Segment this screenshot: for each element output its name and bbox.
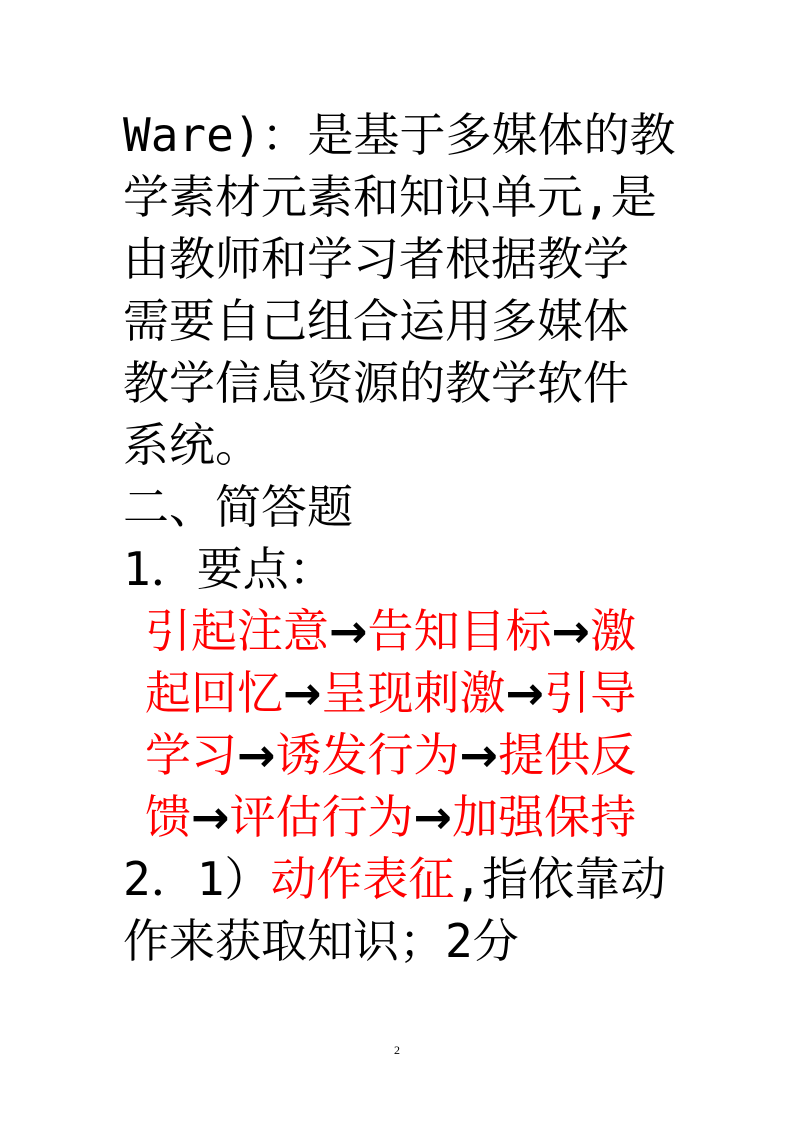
text-line: Ware)：是基于多媒体的教 <box>123 108 676 162</box>
arrow-icon: → <box>329 604 368 658</box>
arrow-icon: → <box>459 728 499 782</box>
question-2-line <box>123 848 683 910</box>
steps-line-1 <box>145 600 705 662</box>
arrow-icon: → <box>191 790 230 844</box>
step-text: 诱发行为 <box>275 728 460 782</box>
page-number: 2 <box>394 1043 400 1057</box>
text-line: 由教师和学习者根据教学 <box>123 232 629 286</box>
step-text: 激 <box>590 604 637 658</box>
step-text: 告知目标 <box>367 604 552 658</box>
step-text: 提供反 <box>498 728 637 782</box>
arrow-icon: → <box>551 604 591 658</box>
question-2-line-2: 作来获取知识；2分 <box>123 914 519 968</box>
arrow-icon: → <box>237 728 276 782</box>
step-text: 呈现刺激 <box>321 666 506 720</box>
steps-line-3 <box>145 724 705 786</box>
step-text: 引导 <box>544 666 637 720</box>
text-line: 教学信息资源的教学软件 <box>123 356 629 410</box>
question-2-prefix: 2．1） <box>123 852 271 906</box>
text-line: 需要自己组合运用多媒体 <box>123 294 629 348</box>
question-2-text: ,指依靠动 <box>454 852 667 906</box>
text-line: 系统。 <box>123 418 261 472</box>
step-text: 学习 <box>145 728 237 782</box>
steps-line-4 <box>145 786 705 848</box>
arrow-icon: → <box>283 666 322 720</box>
step-text: 馈 <box>145 790 191 844</box>
step-text: 加强保持 <box>452 790 637 844</box>
step-text: 引起注意 <box>145 604 329 658</box>
text-line: 学素材元素和知识单元,是 <box>123 170 657 224</box>
step-text: 起回忆 <box>145 666 283 720</box>
arrow-icon: → <box>413 790 453 844</box>
steps-line-2 <box>145 662 705 724</box>
question-2-highlight: 动作表征 <box>270 852 455 906</box>
step-text: 评估行为 <box>229 790 414 844</box>
arrow-icon: → <box>505 666 545 720</box>
question-label: 1．要点： <box>123 542 335 596</box>
section-heading: 二、简答题 <box>123 480 353 534</box>
